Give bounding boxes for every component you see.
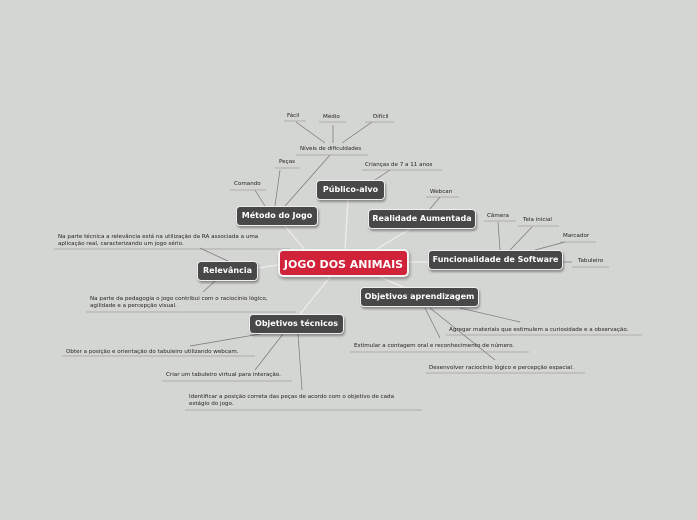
topic-objetivos-tecnicos[interactable]: Objetivos técnicos bbox=[249, 314, 344, 334]
leaf-tabuleiro[interactable]: Tabuleiro bbox=[578, 258, 604, 264]
leaf-pecas[interactable]: Peças bbox=[279, 159, 296, 165]
leaf-criar-tabuleiro[interactable]: Criar um tabuleiro virtual para interação. bbox=[166, 372, 281, 378]
topic-metodo-do-jogo[interactable]: Método do Jogo bbox=[236, 206, 318, 226]
topic-funcionalidade-software[interactable]: Funcionalidade de Software bbox=[428, 250, 563, 270]
leaf-medio[interactable]: Médio bbox=[323, 114, 340, 120]
topic-relevancia[interactable]: Relevância bbox=[197, 261, 258, 281]
leaf-marcador[interactable]: Marcador bbox=[563, 233, 590, 239]
leaf-tela-inicial[interactable]: Tela inicial bbox=[523, 217, 552, 223]
leaf-dificil[interactable]: Difícil bbox=[373, 114, 389, 120]
leaf-obter-posicao[interactable]: Obter a posição e orientação do tabuleiro utilizando webcam. bbox=[66, 349, 239, 355]
leaf-webcam[interactable]: Webcan bbox=[430, 189, 453, 195]
central-topic[interactable]: JOGO DOS ANIMAIS bbox=[278, 249, 409, 277]
leaf-criancas[interactable]: Crianças de 7 a 11 anos bbox=[365, 162, 433, 168]
topic-publico-alvo[interactable]: Público-alvo bbox=[316, 180, 385, 200]
leaf-agregar-materiais[interactable]: Agregar materiais que estimulem a curiosidade e a observação. bbox=[449, 327, 629, 333]
leaf-desenvolver-raciocinio[interactable]: Desenvolver raciocínio lógico e percepção espacial. bbox=[429, 365, 574, 371]
topic-realidade-aumentada[interactable]: Realidade Aumentada bbox=[368, 209, 476, 229]
leaf-identificar-posicao[interactable]: Identificar a posição correta das peças de acordo com o objetivo de cada estágio do jogo. bbox=[189, 394, 395, 408]
leaf-relevancia-pedagogia[interactable]: Na parte da pedagogia o jogo contribui com o raciocínio lógico, agilidade e a percepção visual. bbox=[90, 296, 268, 310]
leaf-camera[interactable]: Câmera bbox=[487, 213, 509, 219]
topic-objetivos-aprendizagem[interactable]: Objetivos aprendizagem bbox=[360, 287, 479, 307]
leaf-estimular-contagem[interactable]: Estimular a contagem oral e reconhecimento de número. bbox=[354, 343, 515, 349]
leaf-niveis-de-dificuldades[interactable]: Níveis de dificuldades bbox=[300, 146, 362, 152]
leaf-relevancia-tecnica[interactable]: Na parte técnica a relevância está na utilização da RA associada a uma aplicação real, caracterizando um jogo sério. bbox=[58, 234, 259, 248]
leaf-facil[interactable]: Fácil bbox=[287, 113, 300, 119]
leaf-comando[interactable]: Comando bbox=[234, 181, 261, 187]
